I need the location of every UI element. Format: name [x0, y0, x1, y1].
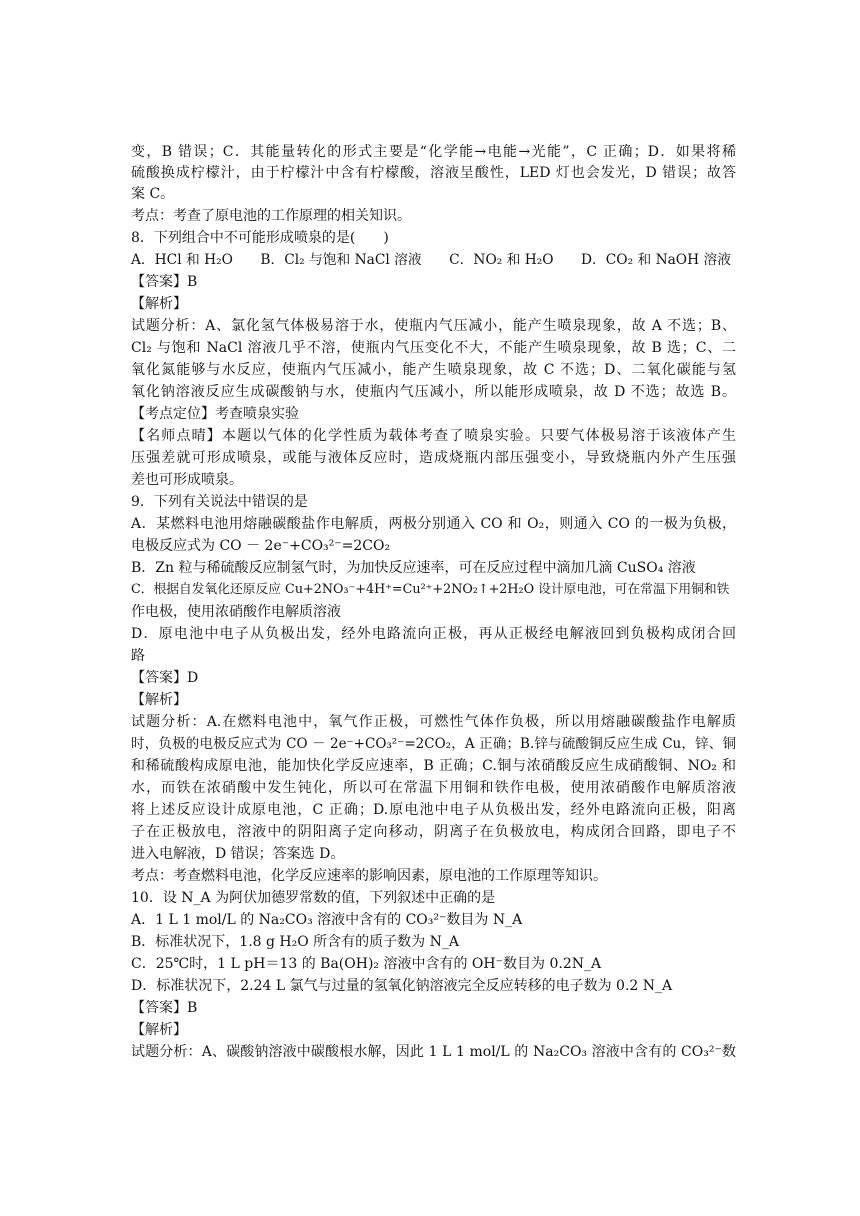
text-line: 子在正极放电，溶液中的阴阳离子定向移动，阴离子在负极放电，构成闭合回路，即电子不	[131, 824, 736, 840]
text-line: 进入电解液，D 错误；答案选 D。	[131, 846, 345, 862]
text-line: D．原电池中电子从负极出发，经外电路流向正极，再从正极经电解液回到负极构成闭合回	[131, 626, 736, 642]
analysis-label: 【解析】	[131, 296, 187, 312]
question-9-stem: 9．下列有关说法中错误的是	[131, 494, 308, 510]
text-line: 试题分析：A.在燃料电池中，氧气作正极，可燃性气体作负极，所以用熔融碳酸盐作电解质	[131, 714, 736, 730]
text-line: 水，而铁在浓硝酸中发生钝化，所以可在常温下用铜和铁作电极，使用浓硝酸作电解质溶液	[131, 780, 736, 796]
text-line: 试题分析：A、碳酸钠溶液中碳酸根水解，因此 1 L 1 mol/L 的 Na₂CO₃ 溶液中含有的 CO₃²⁻数	[131, 1044, 736, 1060]
text-line: C．根据自发氧化还原反应 Cu+2NO₃⁻+4H⁺=Cu²⁺+2NO₂↑+2H₂O 设计原电池，可在常温下用铜和铁	[131, 582, 730, 597]
text-line: B．Zn 粒与稀硫酸反应制氢气时，为加快反应速率，可在反应过程中滴加几滴 CuSO₄ 溶液	[131, 560, 696, 576]
question-8-options: A．HCl 和 H₂O B．Cl₂ 与饱和 NaCl 溶液 C．NO₂ 和 H₂O D．CO₂ 和 NaOH 溶液	[131, 252, 731, 268]
question-8-stem: 8．下列组合中不可能形成喷泉的是( )	[131, 230, 389, 246]
text-line: 时，负极的电极反应式为 CO － 2e⁻+CO₃²⁻=2CO₂，A 正确；B.锌与硫酸铜反应生成 Cu，锌、铜	[131, 736, 736, 752]
text-line: 路	[131, 648, 145, 664]
text-line: 作电极，使用浓硝酸作电解质溶液	[131, 604, 341, 620]
text-line: 将上述反应设计成原电池，C 正确；D.原电池中电子从负极出发，经外电路流向正极，阳离	[131, 802, 736, 818]
question-10-option-a: A．1 L 1 mol/L 的 Na₂CO₃ 溶液中含有的 CO₃²⁻数目为 N_A	[131, 912, 523, 928]
text-line: 案 C。	[131, 186, 175, 202]
text-line: 压强差就可形成喷泉，或能与液体反应时，造成烧瓶内部压强变小，导致烧瓶内外产生压强	[131, 450, 736, 466]
question-10-option-c: C．25℃时，1 L pH＝13 的 Ba(OH)₂ 溶液中含有的 OH⁻数目为 0.2N_A	[131, 956, 602, 972]
text-line: Cl₂ 与饱和 NaCl 溶液几乎不溶，使瓶内气压变化不大，不能产生喷泉现象，故 B 选；C、二	[131, 340, 736, 356]
text-line: 试题分析：A、氯化氢气体极易溶于水，使瓶内气压减小，能产生喷泉现象，故 A 不选；B、	[131, 318, 736, 334]
text-line: 差也可形成喷泉。	[131, 472, 243, 488]
text-line: 考点：考查燃料电池，化学反应速率的影响因素，原电池的工作原理等知识。	[131, 868, 607, 884]
text-line: 氧化氮能够与水反应，使瓶内气压减小，能产生喷泉现象，故 C 不选；D、二氧化碳能与氢	[131, 362, 736, 378]
text-line: 氧化钠溶液反应生成碳酸钠与水，使瓶内气压减小，所以能形成喷泉，故 D 不选；故选 B。	[131, 384, 736, 400]
text-line: A．某燃料电池用熔融碳酸盐作电解质，两极分别通入 CO 和 O₂，则通入 CO 的一极为负极，	[131, 516, 736, 532]
question-10-option-b: B．标准状况下，1.8 g H₂O 所含有的质子数为 N_A	[131, 934, 459, 950]
text-line: 变，B 错误；C．其能量转化的形式主要是“化学能→电能→光能”，C 正确；D．如果将稀	[131, 144, 736, 160]
text-line: 【考点定位】考查喷泉实验	[131, 406, 299, 422]
question-10-option-d: D．标准状况下，2.24 L 氯气与过量的氢氧化钠溶液完全反应转移的电子数为 0.2 N_A	[131, 978, 673, 994]
answer-label: 【答案】B	[131, 1000, 198, 1016]
text-line: 考点：考查了原电池的工作原理的相关知识。	[131, 208, 411, 224]
answer-label: 【答案】D	[131, 670, 199, 686]
answer-label: 【答案】B	[131, 274, 198, 290]
text-line: 硫酸换成柠檬汁，由于柠檬汁中含有柠檬酸，溶液呈酸性，LED 灯也会发光，D 错误；故答	[131, 165, 736, 181]
text-line: 【名师点晴】本题以气体的化学性质为载体考查了喷泉实验。只要气体极易溶于该液体产生	[131, 428, 736, 444]
question-10-stem: 10．设 N_A 为阿伏加德罗常数的值，下列叙述中正确的是	[131, 890, 496, 906]
text-line: 电极反应式为 CO － 2e⁻+CO₃²⁻=2CO₂	[131, 538, 391, 554]
analysis-label: 【解析】	[131, 1022, 187, 1038]
analysis-label: 【解析】	[131, 692, 187, 708]
text-line: 和稀硫酸构成原电池，能加快化学反应速率，B 正确；C.铜与浓硝酸反应生成硝酸铜、NO₂ 和	[131, 758, 736, 774]
